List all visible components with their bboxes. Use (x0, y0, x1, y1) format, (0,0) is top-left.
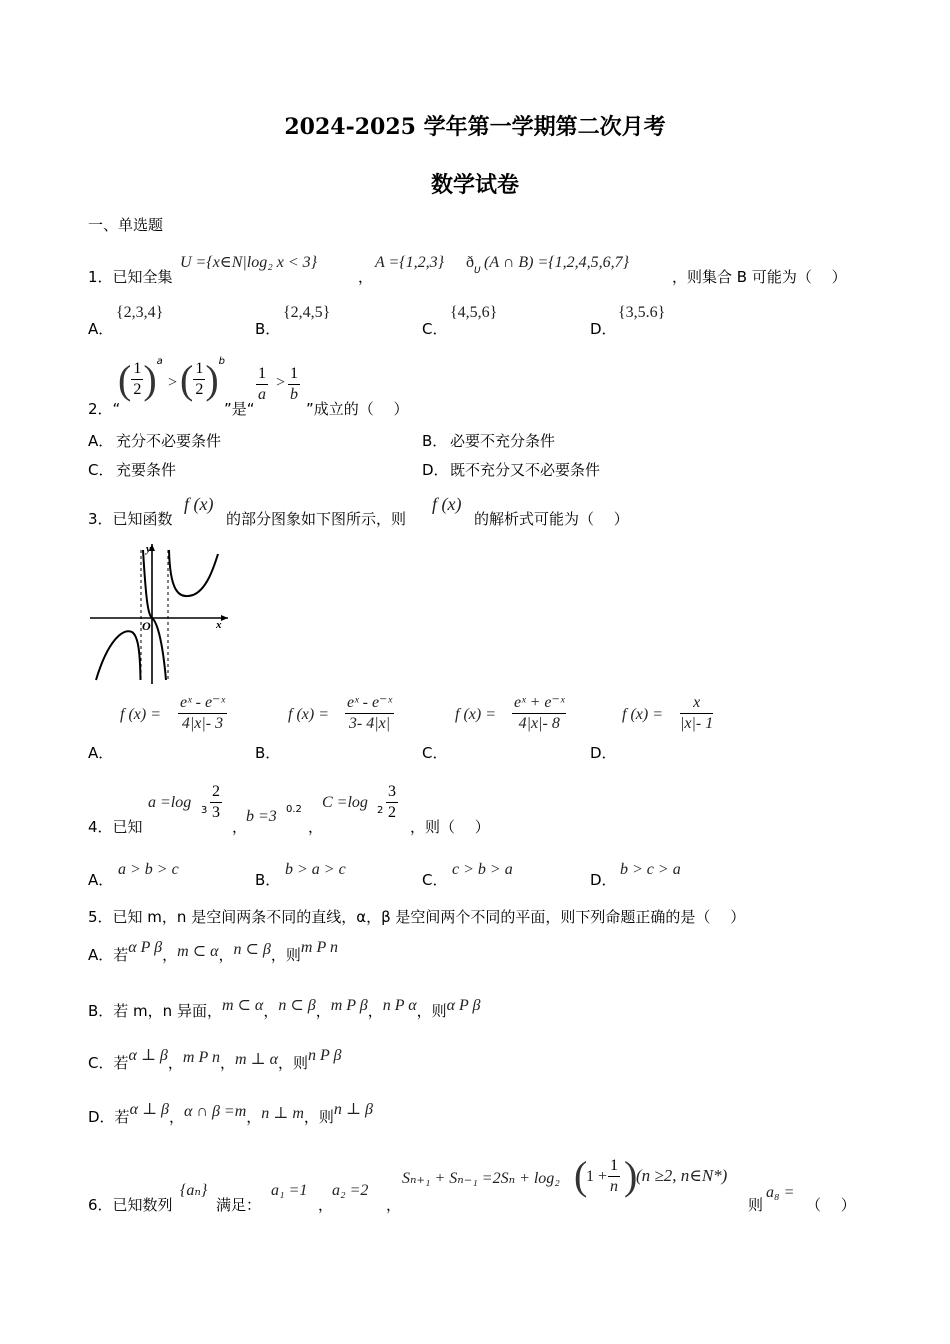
q4-sep-2: ， (308, 818, 324, 836)
q2-one-a: 1 (256, 364, 268, 385)
q4-a-base: 3 (201, 805, 208, 816)
q2-option-a-label: A． (88, 432, 114, 450)
q3-suffix: 的解析式可能为（ ） (474, 510, 629, 528)
q2-num: 2．“ (88, 400, 121, 418)
q4-option-d-value: b > c > a (620, 861, 681, 878)
q5-a-p5: ，则 (270, 946, 301, 964)
q5-b-p3: ， (315, 1002, 331, 1020)
q1-prefix: 1．已知全集 (88, 268, 173, 286)
q4-c-num: 3 (386, 782, 398, 803)
q5-d-p0: α ⊥ β (129, 1101, 169, 1118)
q1-sep: ， (358, 268, 374, 286)
q3-mid: 的部分图象如下图所示，则 (226, 510, 407, 528)
page-title: 2024-2025 学年第一学期第二次月考 (284, 114, 666, 140)
q4-c-base: 2 (377, 805, 384, 816)
q4-b-exp: 0.2 (286, 804, 302, 815)
q6-frac-num: 1 (608, 1156, 620, 1177)
q4-option-a-label: A． (88, 871, 114, 889)
q6-sep-1: ， (318, 1196, 334, 1214)
q3-option-c-frac (512, 693, 566, 734)
q6-frac (608, 1156, 620, 1197)
q4-b-expr: b =3 (246, 808, 277, 825)
q3-option-b-label: B． (255, 744, 281, 762)
q2-frac-1a (256, 364, 268, 405)
q2-b: b (290, 386, 298, 403)
q2-half-den: 2 (133, 381, 142, 398)
q2-option-c-label: C． (88, 461, 114, 479)
q1-set-a: A ={1,2,3} (375, 254, 445, 271)
q6-sep-2: ， (386, 1196, 402, 1214)
q4-c-frac (386, 782, 398, 823)
q5-option-b (88, 997, 481, 1021)
q5-b-p7: ，则 (416, 1002, 447, 1020)
q3-option-b-frac (345, 693, 394, 734)
q5-a-p6: m P n (300, 939, 338, 956)
q5-c-label: C．若 (88, 1054, 129, 1072)
q1-complement-expr: (A ∩ B) ={1,2,4,5,6,7} (484, 254, 630, 271)
q5-stem: 5．已知 m，n 是空间两条不同的直线，α，β 是空间两个不同的平面，则下列命题正确的是（ ） (88, 908, 746, 926)
q5-c-p1: ， (167, 1054, 183, 1072)
q3-option-b-lhs: f (x) = (288, 706, 329, 723)
q3-c-den: 4|x|- 8 (518, 715, 560, 732)
q3-a-num: eˣ - e⁻ˣ (178, 693, 227, 714)
q4-a-num: 2 (210, 782, 222, 803)
q6-a2: a₂ =2 (332, 1182, 369, 1199)
q5-c-p6: n P β (308, 1047, 342, 1064)
q5-c-p4: m ⊥ α (234, 1051, 278, 1068)
q1-complement-sub: U (474, 266, 481, 276)
graph-x-arrow (221, 615, 228, 621)
q6-prefix: 6．已知数列 (88, 1196, 173, 1214)
q5-d-p2: α ∩ β =m (184, 1103, 247, 1120)
q1-suffix: ，则集合 B 可能为（ ） (672, 268, 847, 286)
q5-c-p0: α ⊥ β (128, 1047, 168, 1064)
q1-option-a-label: A． (88, 320, 114, 338)
q5-c-p3: ， (219, 1054, 235, 1072)
q5-a-p0: α P β (128, 939, 163, 956)
graph-curve-right (169, 550, 218, 596)
q3-a-den: 4|x|- 3 (181, 715, 224, 732)
q6-sequence: {aₙ} (180, 1182, 208, 1199)
q6-a8: a₈ = (766, 1184, 795, 1201)
q4-sep-1: ， (232, 818, 248, 836)
q5-d-p4: n ⊥ m (261, 1105, 304, 1122)
q2-gt1: > (168, 374, 178, 391)
q2-exp-a: a (156, 356, 163, 367)
q5-b-p5: ， (367, 1002, 383, 1020)
q2-option-b-label: B． (422, 432, 448, 450)
q1-option-b-label: B． (255, 320, 281, 338)
q4-option-b-value: b > a > c (285, 861, 346, 878)
q1-option-d-label: D． (590, 320, 617, 338)
q3-option-d-lhs: f (x) = (622, 706, 663, 723)
q4-suffix: ，则（ ） (410, 818, 490, 836)
q5-c-p2: m P n (182, 1049, 220, 1066)
q5-b-p1: ， (263, 1002, 279, 1020)
q6-a1: a₁ =1 (271, 1182, 308, 1199)
q3-fx-1: f (x) (184, 494, 214, 514)
q2-half-num-2: 1 (193, 359, 205, 380)
q3-option-d-label: D． (590, 744, 617, 762)
q1-set-u: U ={x∈N|log₂ x < 3} (180, 254, 318, 271)
q5-a-p3: ， (218, 946, 234, 964)
q4-a-lhs: a =log (148, 794, 192, 811)
q1-option-d-value: {3,5.6} (618, 304, 666, 321)
q5-d-p6: n ⊥ β (333, 1101, 373, 1118)
q3-d-den: |x|- 1 (680, 715, 714, 732)
q5-d-label: D．若 (88, 1108, 130, 1126)
q5-a-label: A．若 (88, 946, 129, 964)
q2-option-d-label: D． (422, 461, 449, 479)
q3-c-num: eˣ + e⁻ˣ (512, 693, 566, 714)
page-subtitle: 数学试卷 (430, 172, 519, 198)
q5-b-p4: m P β (330, 997, 368, 1014)
q4-prefix: 4．已知 (88, 818, 143, 836)
q2-suffix: ”成立的（ ） (306, 400, 409, 418)
q2-half-den-2: 2 (195, 381, 204, 398)
q1-option-b-value: {2,4,5} (283, 304, 331, 321)
q5-d-p1: ， (168, 1108, 184, 1126)
graph-curve-left (96, 631, 141, 680)
q2-option-c-value: 充要条件 (116, 461, 177, 479)
q5-a-p2: m ⊂ α (177, 943, 219, 960)
q5-option-c (88, 1047, 342, 1073)
q3-b-num: eˣ - e⁻ˣ (345, 693, 394, 714)
q4-c-den: 2 (388, 804, 396, 821)
q5-b-p0: m ⊂ α (221, 997, 264, 1014)
q5-b-p2: n ⊂ β (278, 997, 316, 1014)
q4-option-c-label: C． (422, 871, 448, 889)
q4-a-frac (210, 782, 222, 823)
q2-half-num: 1 (131, 359, 143, 380)
q4-c-lhs: C =log (322, 794, 368, 811)
q5-a-p1: ， (162, 946, 178, 964)
section-heading: 一、单选题 (88, 216, 164, 234)
q6-mid: 满足： (216, 1196, 262, 1214)
q6-condition: (n ≥2, n∈N*) (636, 1166, 728, 1185)
q3-d-num: x (680, 693, 713, 714)
q4-option-d-label: D． (590, 871, 617, 889)
q3-option-d-frac (680, 693, 713, 734)
q5-option-a (88, 939, 338, 965)
q2-option-b-value: 必要不充分条件 (450, 432, 556, 450)
q3-b-den: 3- 4|x| (348, 715, 391, 732)
q2-frac-1b (288, 364, 300, 405)
q5-c-p5: ，则 (277, 1054, 308, 1072)
q4-option-a-value: a > b > c (118, 861, 179, 878)
q4-option-b-label: B． (255, 871, 281, 889)
q5-option-d (88, 1101, 373, 1127)
q6-plus: 1 + (586, 1168, 608, 1185)
q5-b-p6: n P α (382, 997, 417, 1014)
q1-complement-symbol: ð (466, 254, 474, 271)
q5-d-p5: ，则 (303, 1108, 334, 1126)
q1-option-c-label: C． (422, 320, 448, 338)
q5-b-p8: α P β (446, 997, 481, 1014)
q4-a-den: 3 (212, 804, 220, 821)
q1-option-c-value: {4,5,6} (450, 304, 498, 321)
q2-gt2: > (276, 374, 286, 391)
q4-option-c-value: c > b > a (452, 861, 513, 878)
graph-y-label: y (146, 543, 151, 555)
q6-recurrence: Sₙ₊₁ + Sₙ₋₁ =2Sₙ + log₂ (402, 1170, 560, 1187)
q2-exp-b: b (218, 356, 226, 367)
graph-x-label: x (216, 619, 222, 631)
q5-d-p3: ， (246, 1108, 262, 1126)
q2-option-d-value: 既不充分又不必要条件 (450, 461, 601, 479)
q6-then: 则 (748, 1196, 764, 1214)
q5-b-label: B．若 m，n 异面， (88, 1002, 222, 1020)
graph-origin-label: O (142, 619, 151, 633)
q5-a-p4: n ⊂ β (233, 941, 271, 958)
q2-a: a (258, 386, 266, 403)
q1-option-a-value: {2,3,4} (116, 304, 164, 321)
graph-curve-middle (143, 550, 166, 680)
q2-half-power-b: ( $\frac{1}{2}$ )$^b$ (180, 356, 226, 402)
q3-option-a-frac (178, 693, 227, 734)
q3-option-a-label: A． (88, 744, 114, 762)
q3-prefix: 3．已知函数 (88, 510, 173, 528)
q6-frac-den: n (610, 1178, 618, 1195)
q3-function-graph (88, 540, 234, 685)
q3-option-c-label: C． (422, 744, 448, 762)
q3-option-c-lhs: f (x) = (455, 706, 496, 723)
q2-option-a-value: 充分不必要条件 (116, 432, 222, 450)
q2-one-b: 1 (288, 364, 300, 385)
q2-mid: ”是“ (224, 400, 255, 418)
q3-fx-2: f (x) (432, 494, 462, 514)
q2-half-power-a: ( $\frac{1}{2}$ )$^a$ (118, 356, 163, 402)
q6-suffix: （ ） (806, 1196, 856, 1214)
q3-option-a-lhs: f (x) = (120, 706, 161, 723)
